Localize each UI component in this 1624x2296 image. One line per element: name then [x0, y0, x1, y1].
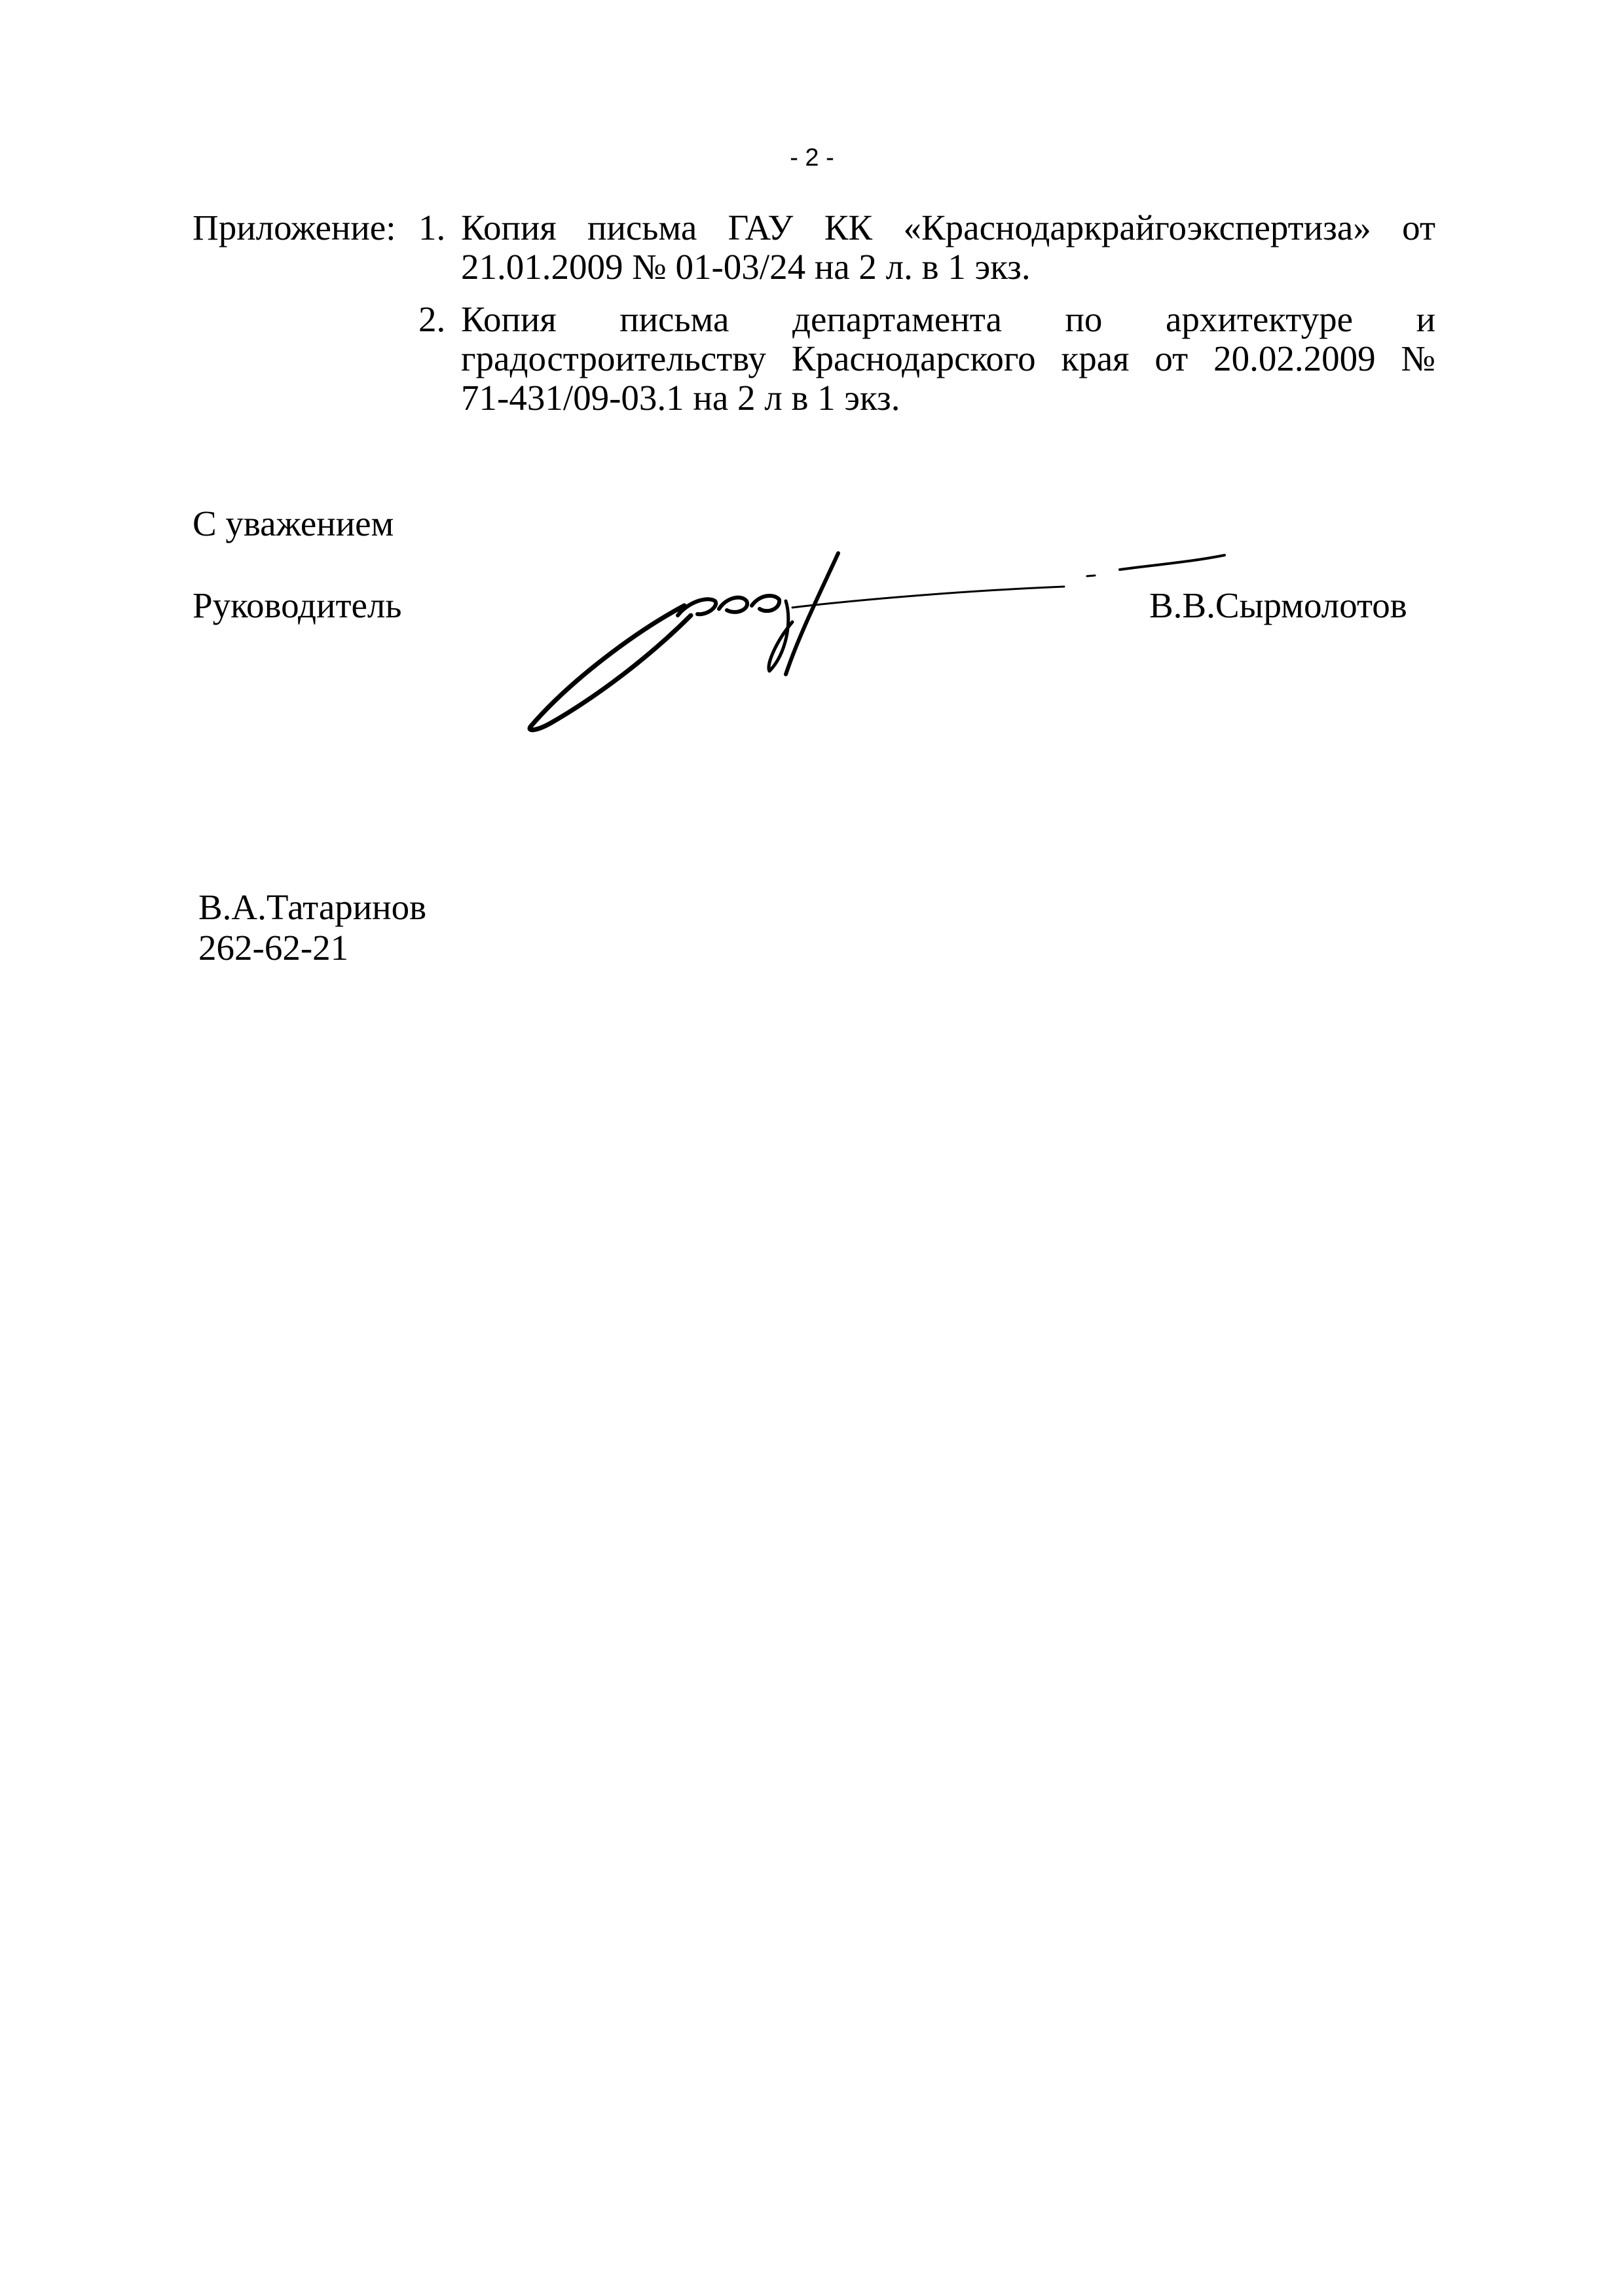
executor-name: В.А.Татаринов: [198, 887, 427, 927]
attachment-number: 1.: [418, 208, 446, 247]
executor-block: [198, 887, 426, 968]
attachment-text-line: Копия письма департамента по архитектуре и: [461, 299, 1435, 339]
attachment-text-line: градостроительству Краснодарского края от 20.02.2009 №: [461, 338, 1435, 378]
executor-phone: 262-62-21: [198, 928, 349, 968]
signer-title: Руководитель: [193, 585, 402, 625]
attachments-label: Приложение:: [193, 208, 396, 247]
closing-phrase: С уважением: [193, 503, 394, 543]
handwritten-signature: [511, 524, 1257, 759]
attachment-number: 2.: [418, 299, 446, 339]
page-number: - 2 -: [790, 144, 834, 172]
signer-name: В.В.Сырмолотов: [1149, 585, 1407, 625]
attachment-text-line: 71-431/09-03.1 на 2 л в 1 экз.: [461, 378, 900, 418]
attachment-text-line: Копия письма ГАУ КК «Краснодаркрайгоэкспертиза» от: [461, 208, 1435, 247]
attachment-text-line: 21.01.2009 № 01-03/24 на 2 л. в 1 экз.: [461, 247, 1031, 287]
